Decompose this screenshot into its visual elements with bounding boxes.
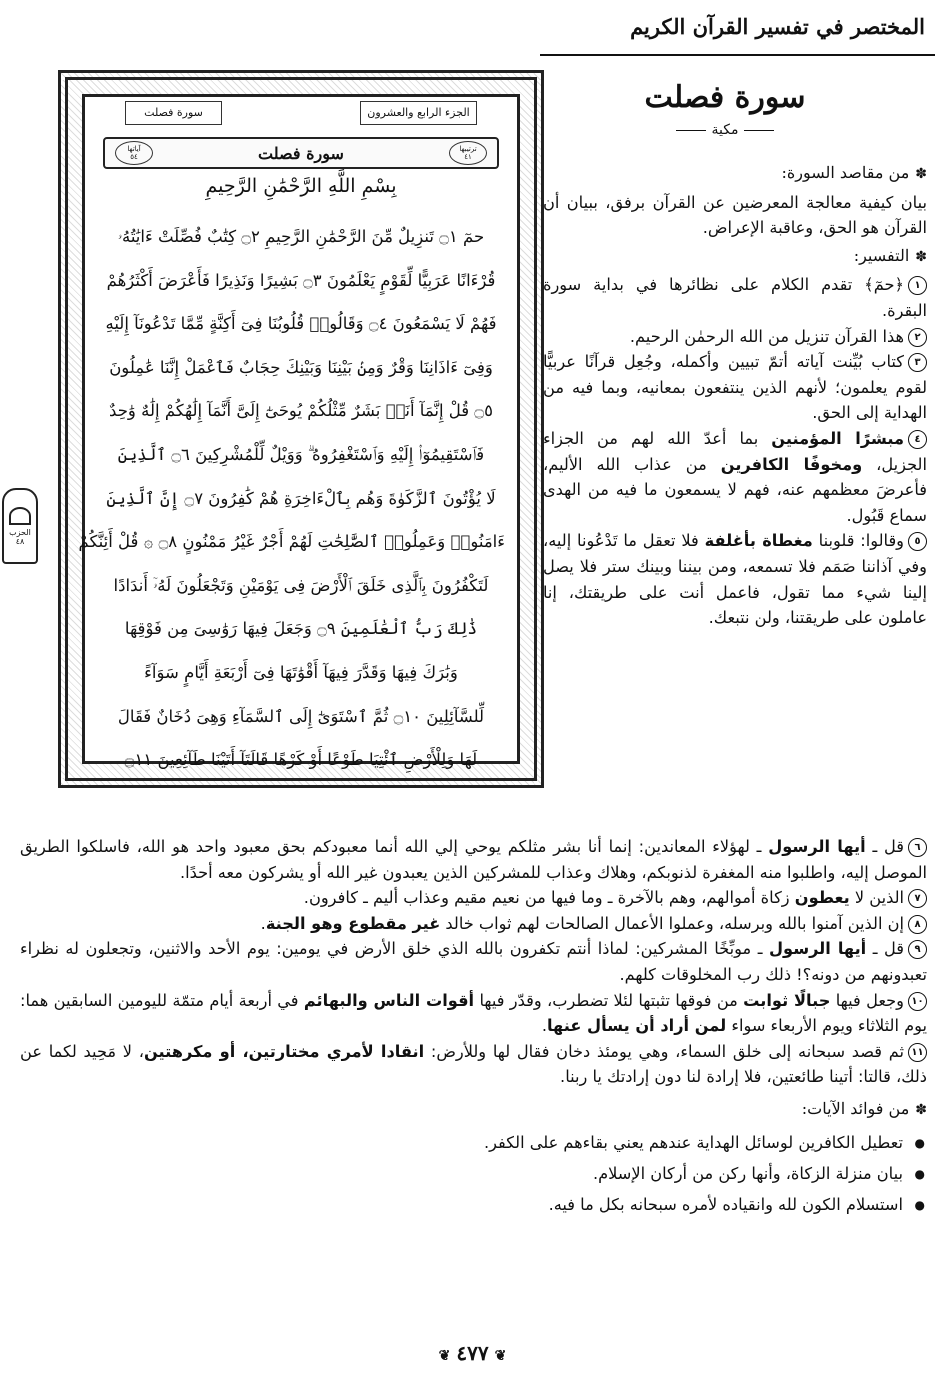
tafsir-text: ثم قصد سبحانه إلى خلق السماء، وهي يومئذ دخان فقال لها وللأرض:	[424, 1041, 904, 1061]
tafsir-entry	[543, 426, 927, 528]
quran-line: فَهُمْ لَا يَسْمَعُونَ ۝٤ وَقَالُوا۟ قُلُوبُنَا فِىٓ أَكِنَّةٍ مِّمَّا تَدْعُونَآ إِلَيْهِ	[105, 314, 497, 334]
quran-line: ذَٰلِكَ رَبُّ ٱلْعَٰلَمِينَ ۝٩ وَجَعَلَ فِيهَا رَوَٰسِىَ مِن فَوْقِهَا	[124, 619, 478, 639]
flower-icon: ✽	[915, 166, 927, 182]
tafsir-entry	[20, 1039, 927, 1090]
dome-icon	[9, 507, 31, 525]
tafsir-bold: أيها الرسول	[769, 939, 867, 959]
verse-count-medallion	[115, 141, 153, 165]
verse-number-badge: ٣	[908, 353, 927, 372]
running-header: المختصر في تفسير القرآن الكريم	[630, 14, 925, 39]
tafsir-text: قل ـ	[866, 939, 905, 959]
quran-line: فَٱسْتَقِيمُوٓا۟ إِلَيْهِ وَٱسْتَغْفِرُوهُ ۗ وَوَيْلٌ لِّلْمُشْرِكِينَ ۝٦ ٱلَّذِينَ	[117, 444, 485, 464]
juz-label: الجزء الرابع والعشرون	[360, 101, 477, 125]
quran-page-inner	[78, 94, 520, 770]
tafsir-entry	[543, 272, 927, 323]
tafsir-text: ﴿حمٓ﴾ تقدم الكلام على نظائرها في بداية سورة البقرة.	[543, 275, 927, 320]
ornament-icon: ❦	[494, 1348, 507, 1364]
benefit-item: ● بيان منزلة الزكاة، وأنها ركن من أركان الإسلام.	[20, 1161, 927, 1187]
quran-line: وَفِىٓ ءَاذَانِنَا وَقْرٌ وَمِنۢ بَيْنِنَا وَبَيْنِكَ حِجَابٌ فَٱعْمَلْ إِنَّنَا عَٰمِلُونَ	[109, 357, 493, 377]
verse-number-badge: ١١	[908, 1043, 927, 1062]
tafsir-text: من عذاب الله الأليم، فأعرضَ معظمهم عنه، فهم لا يسمعون ما فيه من الهدى سماع قَبُول.	[543, 454, 927, 525]
verse-number-badge: ١٠	[908, 992, 927, 1011]
tafsir-entry	[20, 988, 927, 1039]
tafsir-entry	[20, 936, 927, 987]
tafsir-text: وجعل فيها	[830, 990, 904, 1010]
verse-number-badge: ٦	[908, 838, 927, 857]
tafsir-text: ـ لهؤلاء المعاندين: إنما أنا بشر مثلكم يوحي إلي الله أنما معبودكم بحق معبود واحد هو الله، فاسلكوا الطريق الموصل إليه، واطلبوا منه المغفرة لذنوبكم، وهلاك وعذاب للمشركين الذين يعبدون غير الله أو يشركون معه أحدًا.	[20, 837, 927, 882]
verse-number-badge: ٢	[908, 328, 927, 347]
tafsir-entry	[20, 911, 927, 937]
surah-order-label: ترتيبها	[459, 145, 477, 153]
verse-number-badge: ٨	[908, 915, 927, 934]
quran-line: ءَامَنُوا۟ وَعَمِلُوا۟ ٱلصَّٰلِحَٰتِ لَهُمْ أَجْرٌ غَيْرُ مَمْنُونٍ ۝٨ ۞ قُلْ أَئِنَّكُمْ	[78, 532, 505, 552]
surah-title: سورة فصلت	[644, 80, 806, 115]
surah-order-medallion	[449, 141, 487, 165]
surah-order-value: ٤١	[464, 153, 472, 161]
tafsir-bold: مبشرًا المؤمنين	[771, 428, 904, 448]
verse-number-badge: ٤	[908, 430, 927, 449]
tafsir-entry	[20, 885, 927, 911]
tafsir-bold: لمن أراد أن يسأل عنها	[546, 1016, 727, 1036]
tafsir-text: وقالوا: قلوبنا	[812, 531, 904, 551]
tafsir-entry	[543, 324, 927, 350]
tafsir-text: قل ـ	[865, 837, 905, 856]
quran-line: حمٓ ۝١ تَنزِيلٌ مِّنَ الرَّحْمَٰنِ الرَّحِيمِ ۝٢ كِتَٰبٌ فُصِّلَتْ ءَايَٰتُهُۥ	[117, 227, 485, 246]
tafsir-bold: ومخوفًا الكافرين	[720, 454, 863, 474]
verse-number-badge: ٧	[908, 889, 927, 908]
benefit-item: ● استسلام الكون لله وانقياده لأمره سبحانه بكل ما فيه.	[20, 1192, 927, 1218]
benefits-heading-text: من فوائد الآيات:	[801, 1098, 910, 1118]
surah-type	[655, 122, 795, 138]
surah-label: سورة فصلت	[125, 101, 222, 125]
surah-banner	[103, 137, 499, 169]
verse-number-badge: ٥	[908, 532, 927, 551]
quran-line: ۝٥ قُلْ إِنَّمَآ أَنَا۠ بَشَرٌ مِّثْلُكُمْ يُوحَىٰٓ إِلَىَّ أَنَّمَآ إِلَٰهُكُمْ إِلَٰهٌ وَٰحِدٌ	[109, 401, 493, 421]
tafsir-entry	[543, 528, 927, 630]
verse-count-value: ٥٤	[130, 153, 138, 161]
commentary-column	[543, 160, 927, 631]
verse-number-badge: ٩	[908, 940, 927, 959]
objectives-text: بيان كيفية معالجة المعرضين عن القرآن برفق، ببيان أن القرآن هو الحق، وعاقبة الإعراض.	[543, 192, 927, 238]
hizb-label: الحزب	[9, 527, 31, 537]
tafsir-text: في أربعة أيام متمّة لليومين السابقين هما: يوم الثلاثاء ويوم الأربعاء سواء	[20, 990, 927, 1036]
tafsir-text: .	[541, 1016, 547, 1036]
quran-line: قُرْءَانًا عَرَبِيًّا لِّقَوْمٍ يَعْلَمُونَ ۝٣ بَشِيرًا وَنَذِيرًا فَأَعْرَضَ أَكْثَرُهُمْ	[106, 270, 496, 290]
tafsir-text: ، لا مَحِيد لكما عن ذلك، قالتا: أتينا طائعتين، فلا إرادة لنا دون إرادتك يا ربنا.	[20, 1041, 927, 1087]
quran-text	[78, 215, 505, 782]
tafsir-text: زكاة أموالهم، وهم بالآخرة ـ وما فيها من نعيم مقيم وعذاب أليم ـ كافرون.	[303, 888, 795, 908]
verse-number-badge: ١	[908, 276, 927, 295]
tafsir-bold: أقوات الناس والبهائم	[303, 990, 475, 1010]
tafsir-heading-text: التفسير:	[853, 245, 910, 265]
hizb-marker	[2, 488, 38, 564]
page-number	[0, 1341, 945, 1365]
benefits-heading	[20, 1096, 927, 1124]
quran-line: لَهَا وَلِلْأَرْضِ ٱئْتِيَا طَوْعًا أَوْ كَرْهًا قَالَتَآ أَتَيْنَا طَآئِعِينَ ۝١١	[124, 750, 478, 770]
tafsir-text: هذا القرآن تنزيل من الله الرحمٰن الرحيم.	[629, 326, 904, 346]
tafsir-heading	[543, 243, 927, 271]
tafsir-text: إن الذين آمنوا بالله وبرسله، وعملوا الأعمال الصالحات لهم ثواب خالد	[440, 913, 904, 933]
ornament-icon: ❦	[438, 1348, 451, 1364]
quran-line: لَا يُؤْتُونَ ٱلزَّكَوٰةَ وَهُم بِٱلْءَاخِرَةِ هُمْ كَٰفِرُونَ ۝٧ إِنَّ ٱلَّذِينَ	[106, 488, 496, 508]
verse-count-label: آياتها	[127, 145, 141, 153]
tafsir-bold: جبالًا ثوابت	[743, 990, 831, 1010]
commentary-full-width	[20, 834, 927, 1223]
objectives-heading	[543, 160, 927, 188]
benefits-list	[20, 1130, 927, 1218]
objectives-heading-text: من مقاصد السورة:	[781, 163, 910, 182]
banner-title: سورة فصلت	[258, 143, 344, 163]
tafsir-text: .	[260, 913, 266, 933]
tafsir-text: الذين لا	[849, 888, 904, 908]
quran-line: وَبَٰرَكَ فِيهَا وَقَدَّرَ فِيهَآ أَقْوَٰتَهَا فِىٓ أَرْبَعَةِ أَيَّامٍ سَوَآءً	[144, 662, 458, 682]
header-rule	[540, 54, 935, 56]
flower-icon: ✽	[915, 1101, 927, 1118]
tafsir-text: ـ موبِّخًا المشركين: لماذا أنتم تكفرون بالله الذي خلق الأرض في يومين: يوم الأحد والاثنين، وتجعلون له نظراء تعبدونهم من دونه؟! ذلك رب المخلوقات كلهم.	[20, 939, 927, 984]
basmala: بِسْمِ اللَّهِ الرَّحْمَٰنِ الرَّحِيمِ	[205, 175, 397, 197]
quran-line: لَتَكْفُرُونَ بِٱلَّذِى خَلَقَ ٱلْأَرْضَ فِى يَوْمَيْنِ وَتَجْعَلُونَ لَهُۥٓ أَندَادًا	[113, 575, 489, 595]
hizb-number: ٤٨	[15, 536, 25, 546]
tafsir-bold: غير مقطوع وهو الجنة	[265, 913, 441, 933]
tafsir-bold: انقادا لأمري مختارتين، أو مكرهتين	[143, 1041, 425, 1061]
quran-line: لِّلسَّآئِلِينَ ۝١٠ ثُمَّ ٱسْتَوَىٰٓ إِلَى ٱلسَّمَآءِ وَهِىَ دُخَانٌ فَقَالَ	[117, 706, 485, 726]
tafsir-bold: مغطاة بأغلفة	[704, 531, 813, 551]
page-number-text: ٤٧٧	[456, 1341, 489, 1365]
quran-page-frame	[58, 70, 544, 788]
tafsir-text: كتاب بُيِّنت آياته أتمّ تبيين وأكمله، وجُعِل قرآنًا عربيًّا لقوم يعلمون؛ لأنهم الذين ينتفعون بمعانيه، وبما فيه من الهداية إلى الحق.	[543, 352, 927, 423]
tafsir-bold: أيها الرسول	[768, 837, 866, 856]
tafsir-bold: يعطون	[794, 888, 850, 908]
flower-icon: ✽	[915, 248, 927, 265]
tafsir-text: بما أعدّ الله لهم من الجزاء الجزيل،	[543, 428, 927, 474]
tafsir-entry	[543, 349, 927, 426]
tafsir-entry	[20, 834, 927, 885]
surah-type-text: مكية	[711, 122, 739, 138]
benefits-section	[20, 1096, 927, 1218]
tafsir-text: من فوقها تثبتها لئلا تضطرب، وقدّر فيها	[474, 990, 744, 1010]
benefit-item: ● تعطيل الكافرين لوسائل الهداية عندهم يعني بقاءهم على الكفر.	[20, 1130, 927, 1156]
tafsir-text: فلا تعقل ما تَدْعُونا إليه، وفي آذاننا صَمَم فلا تسمعه، ومن بيننا وبينك ستر فلا يصل إلينا شيء مما تقول، فاعمل أنت على طريقتك، إنا عاملون على طريقتنا، ولن نتبعك.	[543, 531, 927, 628]
